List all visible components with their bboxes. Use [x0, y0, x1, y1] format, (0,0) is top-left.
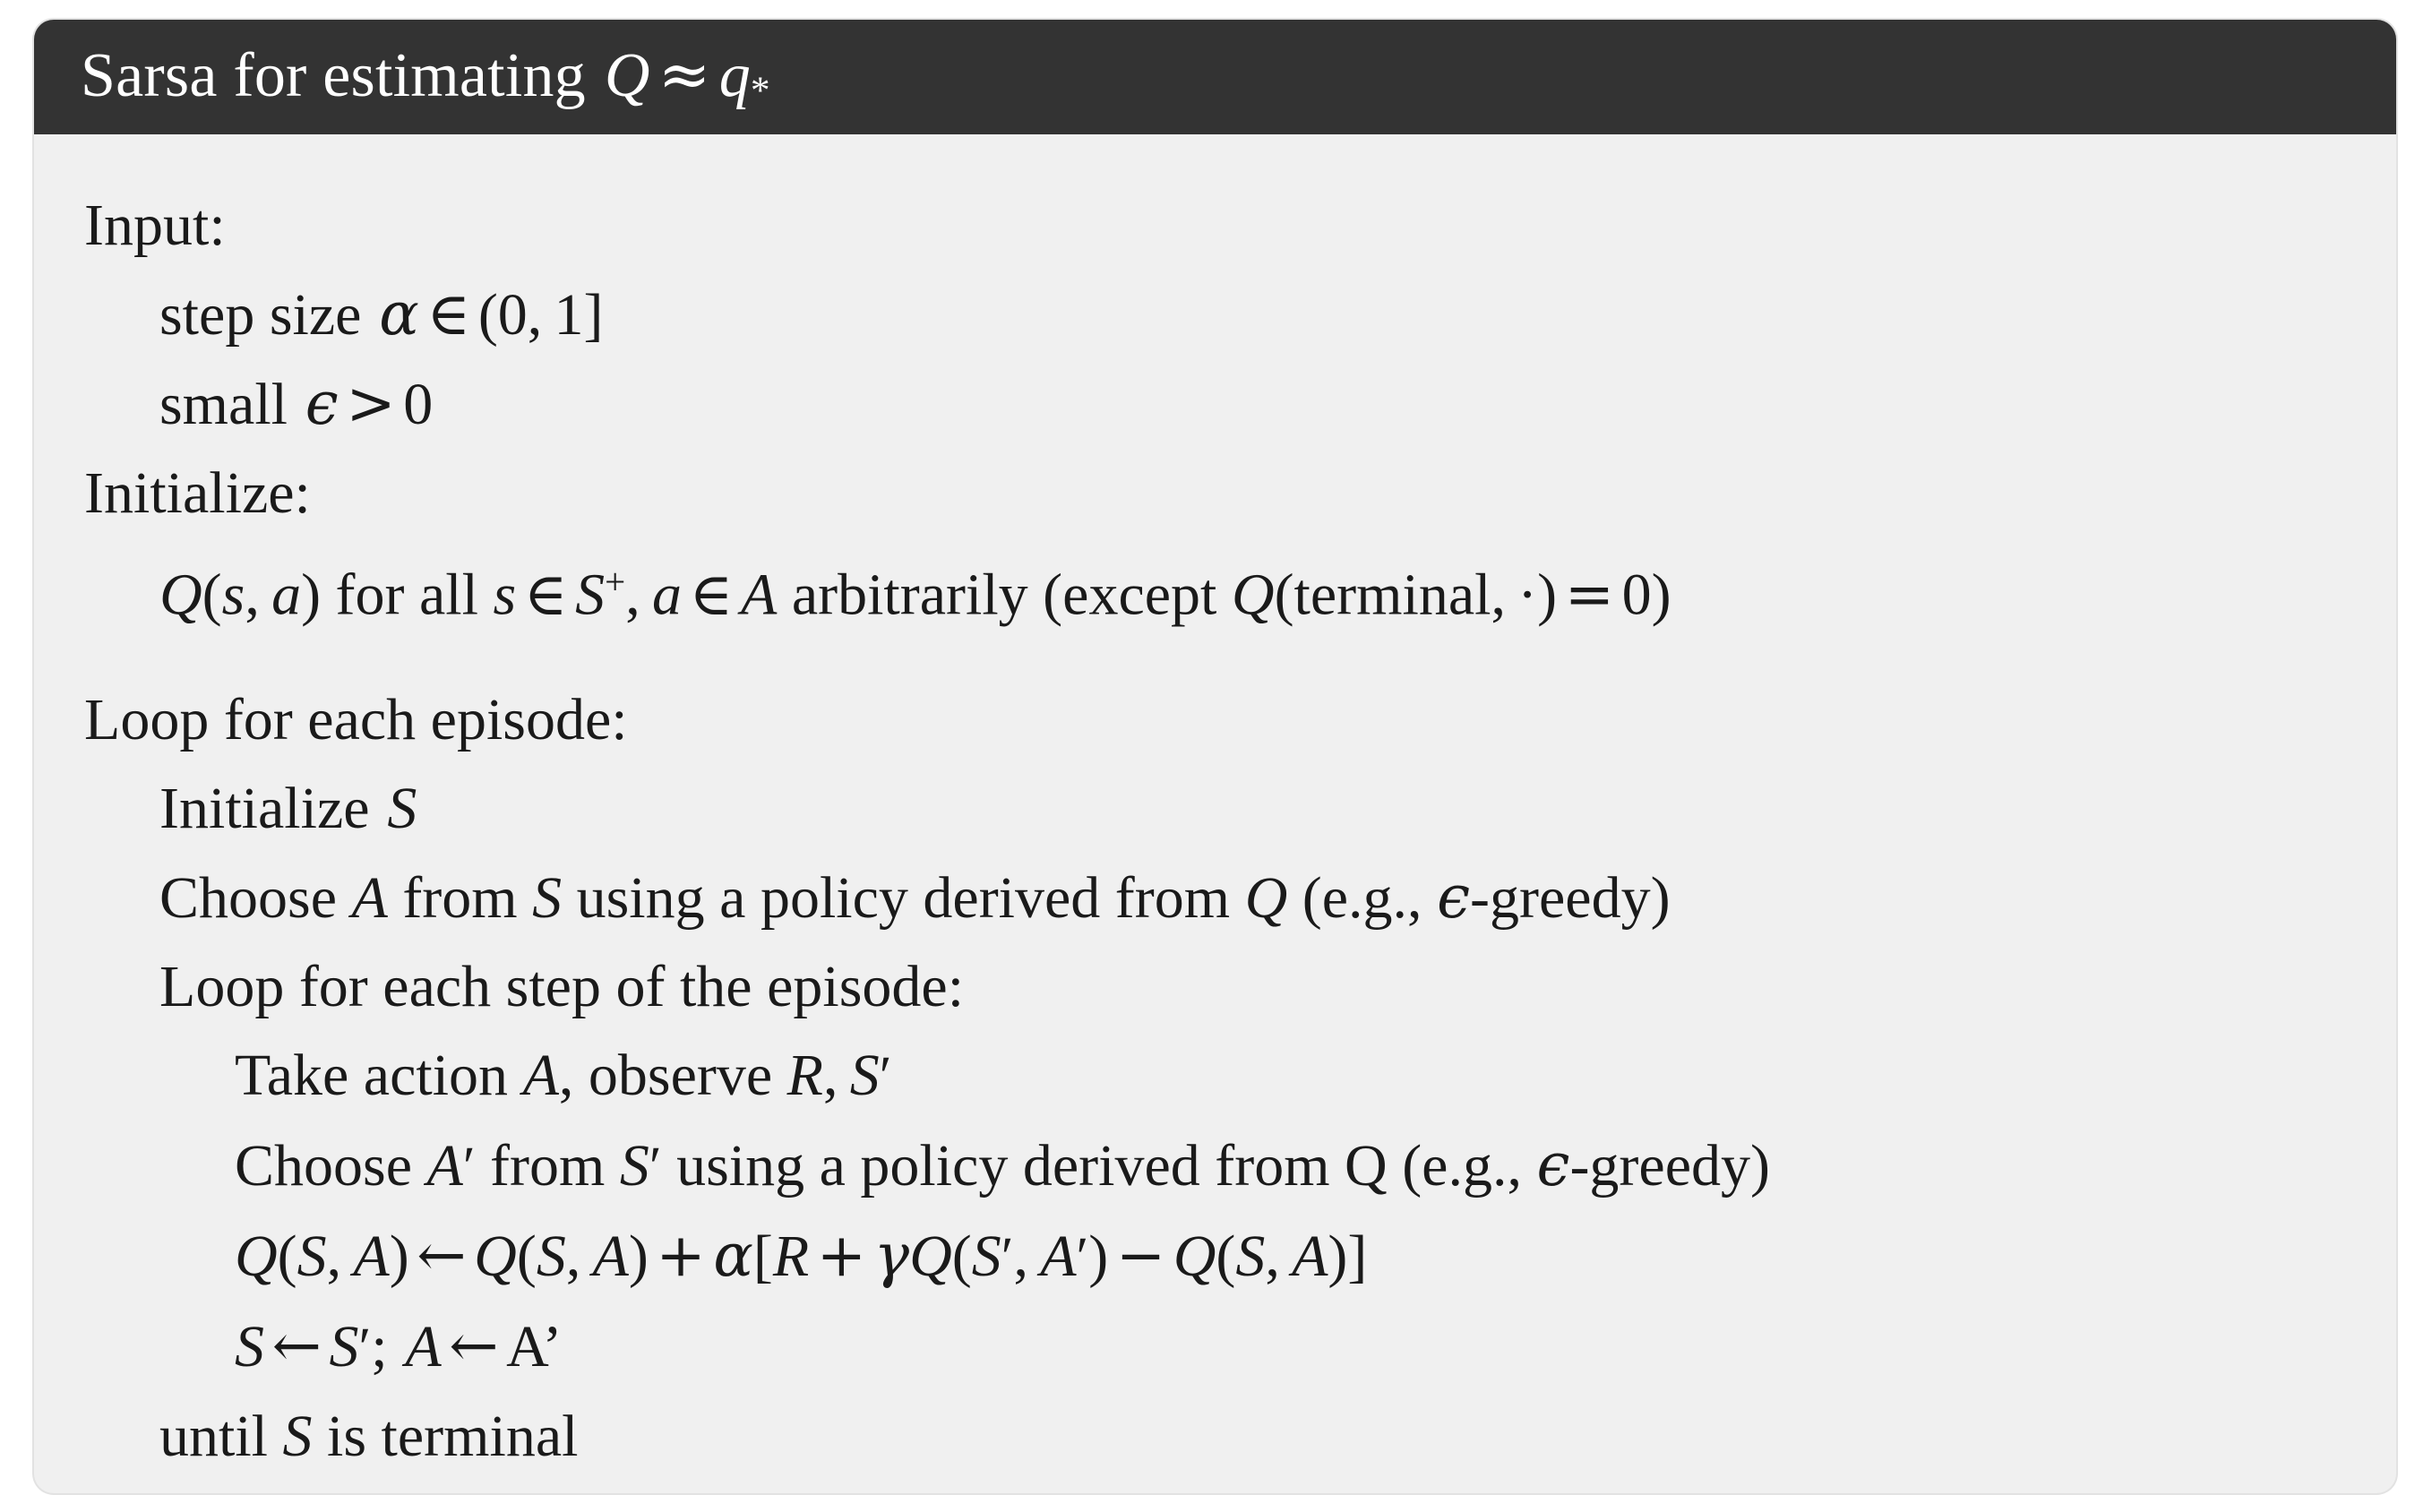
line-assign-next: S ← S′; A ← A’ — [235, 1310, 563, 1380]
line-choose-a: Choose A from S using a policy derived from Q (e.g., ϵ-greedy) — [159, 862, 1671, 932]
line-input-header: Input: — [84, 193, 226, 258]
line-initialize-q: Q(s, a) for all s ∈ S+, a ∈ A arbitrarily (except Q(terminal, ·) = 0) — [159, 559, 1671, 629]
line-loop-episode: Loop for each episode: — [84, 686, 628, 752]
algorithm-title-q-lower: q — [718, 41, 751, 111]
line-initialize-s: Initialize S — [159, 775, 417, 841]
algorithm-title-star: * — [750, 69, 770, 113]
algorithm-header — [34, 20, 2396, 134]
line-input-epsilon: small ϵ > 0 — [159, 369, 434, 438]
line-until-terminal: until S is terminal — [159, 1403, 579, 1469]
line-choose-a-prime: Choose A′ from S′ using a policy derived from Q (e.g., ϵ-greedy) — [235, 1130, 1770, 1199]
algorithm-box — [34, 20, 2396, 1493]
line-update-rule: Q(S, A) ← Q(S, A) + α[R + γQ(S′, A′) − Q(S, A)] — [235, 1220, 1368, 1290]
algorithm-title-q-upper: Q — [604, 41, 650, 111]
algorithm-title-prefix: Sarsa for estimating — [81, 41, 586, 111]
line-input-step-size: step size α ∈ (0, 1] — [159, 279, 604, 348]
line-initialize-header: Initialize: — [84, 460, 311, 526]
algorithm-title — [81, 38, 770, 113]
line-loop-step: Loop for each step of the episode: — [159, 953, 965, 1019]
algorithm-body — [34, 134, 2396, 1481]
approx-icon: ≈ — [657, 38, 711, 112]
line-take-action: Take action A, observe R, S′ — [235, 1042, 892, 1108]
